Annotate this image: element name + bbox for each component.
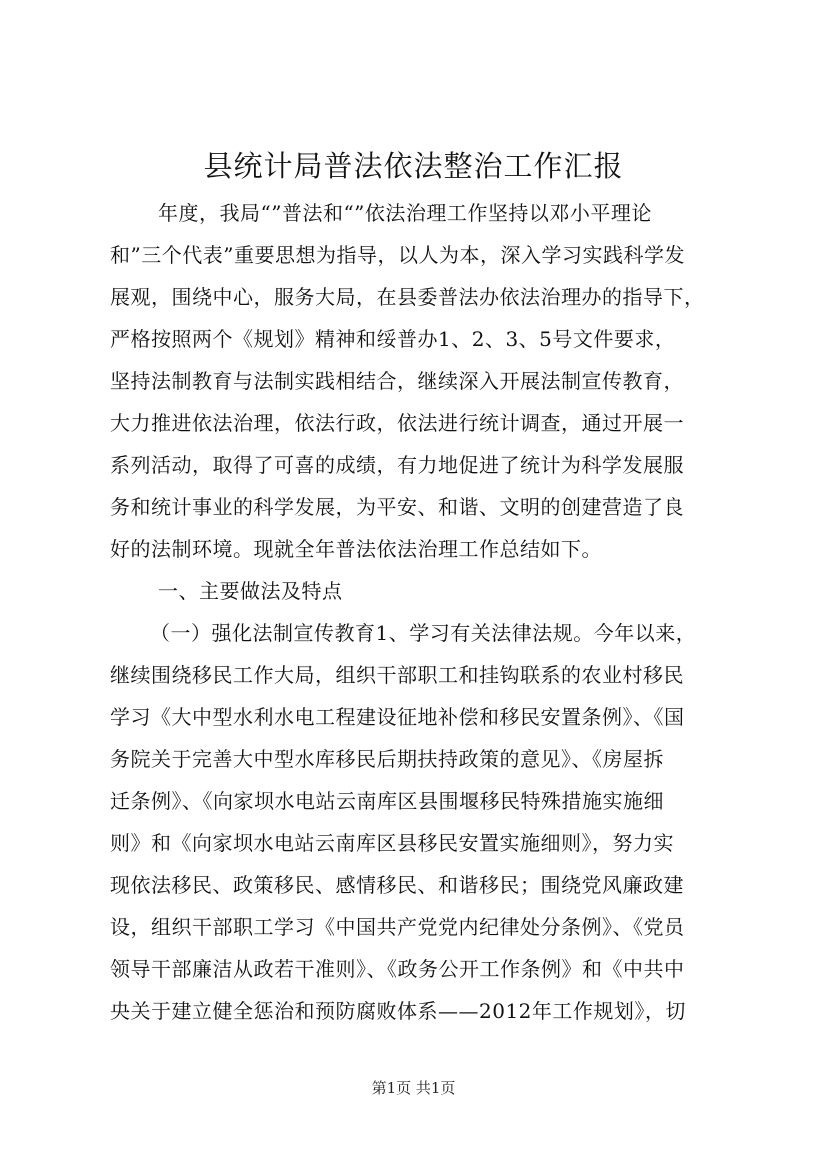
page-footer: 第1页 共1页 [371,1079,456,1097]
section-heading: 一、主要做法及特点 [158,579,343,603]
body-line: 好的法制环境。现就全年普法依法治理工作总结如下。 [110,537,602,561]
body-line: 迁条例》、《向家坝水电站云南库区县围堰移民特殊措施实施细 [110,789,664,813]
body-line: （一）强化法制宣传教育1、学习有关法律法规。今年以来， [150,621,697,645]
body-line: 领导干部廉洁从政若干准则》、《政务公开工作条例》和《中共中 [110,957,685,981]
body-line: 央关于建立健全惩治和预防腐败体系——2012年工作规划》，切 [110,999,686,1023]
body-line: 学习《大中型水利水电工程建设征地补偿和移民安置条例》、《国 [110,705,685,729]
body-line: 大力推进依法治理，依法行政，依法进行统计调查，通过开展一 [110,411,684,435]
body-line: 务和统计事业的科学发展，为平安、和谐、文明的创建营造了良 [110,495,684,519]
body-line: 系列活动，取得了可喜的成绩，有力地促进了统计为科学发展服 [110,453,684,477]
body-line: 现依法移民、政策移民、感情移民、和谐移民；围绕党风廉政建 [110,873,684,897]
body-line: 务院关于完善大中型水库移民后期扶持政策的意见》、《房屋拆 [110,747,664,771]
document-title: 县统计局普法依法整治工作汇报 [203,149,624,183]
body-line: 年度，我局“”普法和“”依法治理工作坚持以邓小平理论 [158,201,652,225]
body-line: 严格按照两个《规划》精神和绥普办1、2、3、5号文件要求， [110,327,676,351]
body-line: 和”三个代表”重要思想为指导，以人为本，深入学习实践科学发 [110,243,685,267]
body-line: 继续围绕移民工作大局，组织干部职工和挂钩联系的农业村移民 [110,663,684,687]
body-line: 坚持法制教育与法制实践相结合，继续深入开展法制宣传教育， [110,369,684,393]
body-line: 则》和《向家坝水电站云南库区县移民安置实施细则》，努力实 [110,831,674,855]
body-line: 设，组织干部职工学习《中国共产党党内纪律处分条例》、《党员 [110,915,685,939]
body-line: 展观，围绕中心，服务大局，在县委普法办依法治理办的指导下， [110,285,705,309]
